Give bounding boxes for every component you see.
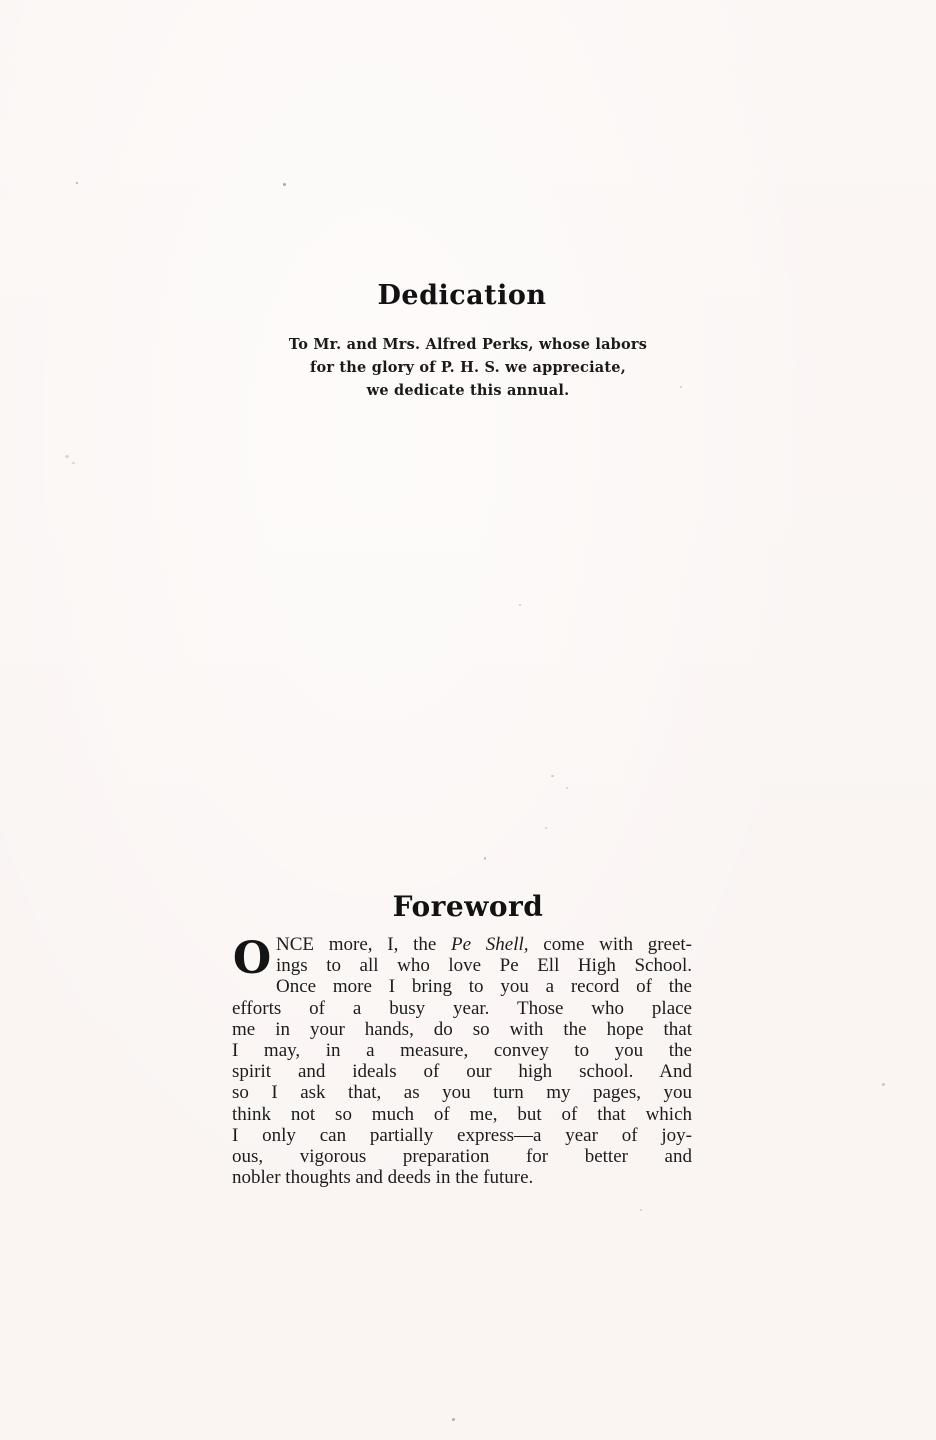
foreword-line: I may, in a measure, convey to you the — [232, 1040, 692, 1062]
foreword-line: me in your hands, do so with the hope that — [232, 1018, 692, 1040]
dedication-text — [0, 333, 936, 402]
foreword-line — [232, 934, 692, 955]
foreword-line: ings to all who love Pe Ell High School. — [276, 955, 692, 977]
dedication-line: we dedicate this annual. — [366, 382, 570, 399]
paper-speck — [545, 827, 547, 829]
paper-speck — [283, 183, 286, 186]
paper-speck — [65, 455, 69, 458]
publication-title: Pe Shell, — [451, 934, 529, 955]
paper-speck — [566, 787, 568, 789]
foreword-line-text: come with greet- — [528, 934, 693, 955]
foreword-line: I only can partially express—a year of joy- — [232, 1124, 692, 1146]
foreword-line: Once more I bring to you a record of the — [276, 976, 692, 998]
foreword-heading: Foreword — [392, 890, 544, 923]
paper-speck — [519, 604, 521, 606]
dedication-heading: Dedication — [377, 280, 547, 311]
paper-speck — [76, 182, 78, 184]
paper-speck — [452, 1418, 455, 1421]
foreword-line: nobler thoughts and deeds in the future. — [232, 1167, 534, 1189]
paper-speck — [484, 857, 486, 860]
foreword-line: spirit and ideals of our high school. And — [232, 1061, 692, 1083]
foreword-line: efforts of a busy year. Those who place — [232, 997, 692, 1019]
paper-speck — [551, 775, 554, 777]
paper-speck — [72, 462, 75, 464]
foreword-line: ous, vigorous preparation for better and — [232, 1146, 692, 1168]
foreword-line: so I ask that, as you turn my pages, you — [232, 1082, 692, 1104]
drop-cap-letter: O — [232, 933, 272, 984]
dedication-line: To Mr. and Mrs. Alfred Perks, whose labors — [288, 336, 648, 353]
foreword-paragraph — [232, 934, 692, 1188]
foreword-line-text: NCE more, I, the — [276, 934, 452, 955]
paper-speck — [882, 1083, 885, 1086]
foreword-line: think not so much of me, but of that which — [232, 1103, 692, 1125]
paper-speck — [640, 1209, 642, 1211]
dedication-line: for the glory of P. H. S. we appreciate, — [310, 359, 626, 376]
